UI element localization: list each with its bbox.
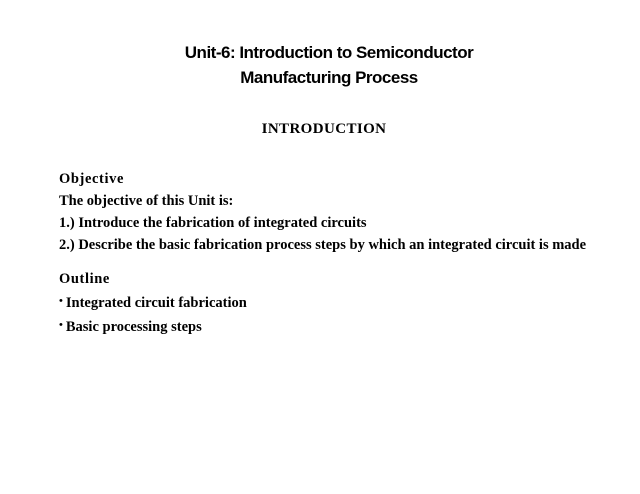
slide-title bbox=[100, 40, 558, 90]
objective-item-2: 2.) Describe the basic fabrication process steps by which an integrated circuit is made bbox=[59, 237, 587, 253]
outline-item bbox=[59, 314, 589, 338]
outline-heading: Outline bbox=[59, 271, 110, 287]
slide-body bbox=[59, 168, 589, 338]
outline-item bbox=[59, 290, 589, 314]
objective-item-1: 1.) Introduce the fabrication of integrated circuits bbox=[59, 215, 367, 231]
outline-item-label: Basic processing steps bbox=[65, 319, 202, 335]
title-line-2: Manufacturing Process bbox=[240, 68, 418, 87]
bullet-icon: • bbox=[59, 295, 63, 307]
title-line-1: Unit-6: Introduction to Semiconductor bbox=[184, 43, 474, 62]
section-heading-introduction: INTRODUCTION bbox=[261, 121, 387, 137]
objective-heading: Objective bbox=[59, 171, 124, 187]
outline-item-label: Integrated circuit fabrication bbox=[65, 295, 247, 311]
spacer bbox=[59, 256, 589, 268]
objective-lead: The objective of this Unit is: bbox=[59, 193, 234, 209]
bullet-icon: • bbox=[59, 319, 63, 331]
